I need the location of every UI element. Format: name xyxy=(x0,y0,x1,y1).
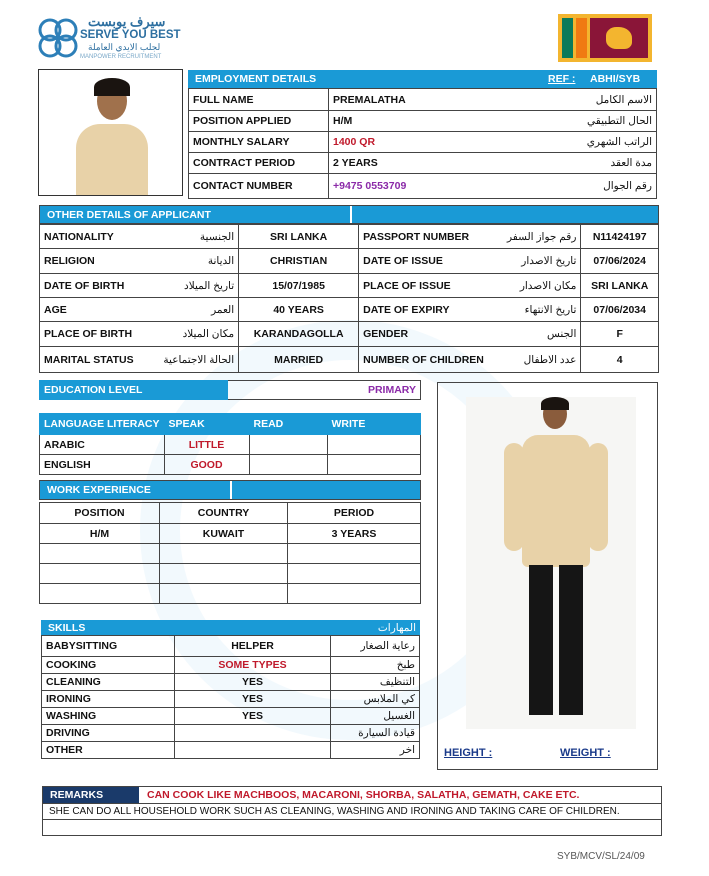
other-details-title: OTHER DETAILS OF APPLICANT xyxy=(40,206,350,223)
other-a2-cell: عدد الاطفال xyxy=(488,347,581,373)
contact-ar: رقم الجوال xyxy=(529,174,657,199)
table-row xyxy=(40,524,421,544)
other-a1-cell: العمر xyxy=(138,298,239,322)
skill-val-cell xyxy=(175,725,331,742)
other-a1-cell: مكان الميلاد xyxy=(138,322,239,347)
table-row xyxy=(40,435,421,455)
other-a2-cell: رقم جواز السفر xyxy=(488,225,581,249)
position-ar: الحال التطبيقي xyxy=(529,111,657,132)
footer-code: SYB/MCV/SL/24/09 xyxy=(557,851,645,862)
skill-ar-cell: التنظيف xyxy=(331,674,420,691)
work-title: WORK EXPERIENCE xyxy=(40,481,230,499)
arabic-label: ARABIC xyxy=(40,435,165,455)
other-v1-cell: CHRISTIAN xyxy=(239,249,359,274)
other-v2-cell: F xyxy=(581,322,659,347)
skills-table xyxy=(41,635,420,759)
logo-arabic: سيرف يوبست xyxy=(88,14,166,29)
other-v2-cell: 4 xyxy=(581,347,659,373)
table-row xyxy=(189,153,657,174)
table-row xyxy=(40,322,659,347)
table-row xyxy=(189,174,657,199)
table-row xyxy=(42,657,420,674)
skills-header xyxy=(41,620,420,635)
work-period-col: PERIOD xyxy=(288,503,421,524)
company-logo xyxy=(36,14,186,64)
skill-en-cell: IRONING xyxy=(42,691,175,708)
skill-en-cell: CLEANING xyxy=(42,674,175,691)
weight-label: WEIGHT : xyxy=(560,747,611,759)
contract-label: CONTRACT PERIOD xyxy=(189,153,329,174)
table-row xyxy=(189,132,657,153)
skill-en-cell: BABYSITTING xyxy=(42,636,175,657)
contact-value: +9475 0553709 xyxy=(329,174,529,199)
education-row xyxy=(39,380,421,400)
other-l2-cell: PASSPORT NUMBER xyxy=(359,225,488,249)
other-a2-cell: الجنس xyxy=(488,322,581,347)
skill-ar-cell: اخر xyxy=(331,742,420,759)
position-value: H/M xyxy=(329,111,529,132)
skill-ar-cell: قيادة السيارة xyxy=(331,725,420,742)
ref-value: ABHI/SYB xyxy=(590,73,641,85)
table-row xyxy=(42,636,420,657)
other-v2-cell: 07/06/2024 xyxy=(581,249,659,274)
employment-header xyxy=(188,70,657,88)
skills-title: SKILLS xyxy=(48,621,86,634)
applicant-photo-small xyxy=(38,69,183,196)
arabic-speak: LITTLE xyxy=(164,435,249,455)
other-v2-cell: N11424197 xyxy=(581,225,659,249)
english-speak: GOOD xyxy=(164,455,249,475)
other-l2-cell: PLACE OF ISSUE xyxy=(359,274,488,298)
remarks-box xyxy=(42,786,662,836)
position-label: POSITION APPLIED xyxy=(189,111,329,132)
work-table xyxy=(39,502,421,604)
education-value: PRIMARY xyxy=(228,381,421,400)
skill-ar-cell: رعاية الصغار xyxy=(331,636,420,657)
other-v1-cell: KARANDAGOLLA xyxy=(239,322,359,347)
other-details-header xyxy=(39,205,659,224)
table-row xyxy=(42,674,420,691)
table-row xyxy=(40,503,421,524)
ref-label: REF : xyxy=(548,73,576,85)
other-l1-cell: MARITAL STATUS xyxy=(40,347,138,373)
full-name-value: PREMALATHA xyxy=(329,89,529,111)
table-row xyxy=(40,347,659,373)
table-row xyxy=(189,89,657,111)
lang-header: LANGUAGE LITERACY xyxy=(40,414,165,435)
skills-title-ar: المهارات xyxy=(377,621,416,634)
employment-table xyxy=(188,88,657,199)
work-country: KUWAIT xyxy=(160,524,288,544)
other-v2-cell: SRI LANKA xyxy=(581,274,659,298)
skill-val-cell: HELPER xyxy=(175,636,331,657)
table-row xyxy=(189,111,657,132)
other-a2-cell: مكان الاصدار xyxy=(488,274,581,298)
height-label: HEIGHT : xyxy=(444,747,493,759)
skill-en-cell: OTHER xyxy=(42,742,175,759)
logo-arabic-sub: لجلب الايدي العاملة xyxy=(88,42,161,52)
skill-ar-cell: الغسيل xyxy=(331,708,420,725)
salary-value: 1400 QR xyxy=(329,132,529,153)
remarks-label: REMARKS xyxy=(43,787,139,803)
logo-emblem-icon xyxy=(36,16,82,62)
full-name-label: FULL NAME xyxy=(189,89,329,111)
skill-ar-cell: طبخ xyxy=(331,657,420,674)
remarks-highlight: CAN COOK LIKE MACHBOOS, MACARONI, SHORBA, SALATHA, GEMATH, CAKE ETC. xyxy=(147,789,580,801)
skill-en-cell: WASHING xyxy=(42,708,175,725)
other-l1-cell: RELIGION xyxy=(40,249,138,274)
skill-ar-cell: كي الملابس xyxy=(331,691,420,708)
other-v1-cell: 15/07/1985 xyxy=(239,274,359,298)
other-l1-cell: DATE OF BIRTH xyxy=(40,274,138,298)
language-table xyxy=(39,413,421,475)
other-v1-cell: 40 YEARS xyxy=(239,298,359,322)
employment-title: EMPLOYMENT DETAILS xyxy=(195,73,317,85)
write-header: WRITE xyxy=(327,414,421,435)
work-period: 3 YEARS xyxy=(288,524,421,544)
contract-ar: مدة العقد xyxy=(529,153,657,174)
logo-sub: MANPOWER RECRUITMENT xyxy=(80,54,162,60)
skill-val-cell: YES xyxy=(175,691,331,708)
skill-val-cell xyxy=(175,742,331,759)
salary-label: MONTHLY SALARY xyxy=(189,132,329,153)
other-v1-cell: SRI LANKA xyxy=(239,225,359,249)
other-l2-cell: GENDER xyxy=(359,322,488,347)
work-header-right xyxy=(232,481,420,499)
other-l1-cell: PLACE OF BIRTH xyxy=(40,322,138,347)
contract-value: 2 YEARS xyxy=(329,153,529,174)
other-details-header-right xyxy=(352,206,658,223)
other-l1-cell: NATIONALITY xyxy=(40,225,138,249)
sri-lanka-flag-icon xyxy=(558,14,652,62)
other-a2-cell: تاريخ الانتهاء xyxy=(488,298,581,322)
skill-val-cell: SOME TYPES xyxy=(175,657,331,674)
english-label: ENGLISH xyxy=(40,455,165,475)
work-position-col: POSITION xyxy=(40,503,160,524)
work-country-col: COUNTRY xyxy=(160,503,288,524)
other-details-table xyxy=(39,224,659,373)
other-l2-cell: DATE OF EXPIRY xyxy=(359,298,488,322)
table-row xyxy=(40,225,659,249)
other-a2-cell: تاريخ الاصدار xyxy=(488,249,581,274)
other-v1-cell: MARRIED xyxy=(239,347,359,373)
other-v2-cell: 07/06/2034 xyxy=(581,298,659,322)
skill-val-cell: YES xyxy=(175,674,331,691)
table-row xyxy=(40,249,659,274)
full-name-ar: الاسم الكامل xyxy=(529,89,657,111)
skill-val-cell: YES xyxy=(175,708,331,725)
other-a1-cell: الديانة xyxy=(138,249,239,274)
education-label: EDUCATION LEVEL xyxy=(40,381,228,400)
logo-title: SERVE YOU BEST xyxy=(80,29,181,41)
skill-en-cell: COOKING xyxy=(42,657,175,674)
table-row xyxy=(42,725,420,742)
other-a1-cell: تاريخ الميلاد xyxy=(138,274,239,298)
table-row xyxy=(40,274,659,298)
table-row xyxy=(42,708,420,725)
speak-header: SPEAK xyxy=(164,414,249,435)
work-position: H/M xyxy=(40,524,160,544)
table-row xyxy=(42,691,420,708)
remarks-text: SHE CAN DO ALL HOUSEHOLD WORK SUCH AS CLEANING, WASHING AND IRONING AND TAKING CARE OF CHILDREN. xyxy=(43,803,661,820)
contact-label: CONTACT NUMBER xyxy=(189,174,329,199)
applicant-photo-full xyxy=(437,382,658,770)
other-l1-cell: AGE xyxy=(40,298,138,322)
skill-en-cell: DRIVING xyxy=(42,725,175,742)
other-l2-cell: NUMBER OF CHILDREN xyxy=(359,347,488,373)
other-a1-cell: الجنسية xyxy=(138,225,239,249)
table-row xyxy=(42,742,420,759)
table-row xyxy=(40,455,421,475)
salary-ar: الراتب الشهري xyxy=(529,132,657,153)
work-header xyxy=(39,480,421,500)
table-row xyxy=(40,298,659,322)
other-a1-cell: الحالة الاجتماعية xyxy=(138,347,239,373)
table-row xyxy=(40,414,421,435)
read-header: READ xyxy=(249,414,327,435)
other-l2-cell: DATE OF ISSUE xyxy=(359,249,488,274)
